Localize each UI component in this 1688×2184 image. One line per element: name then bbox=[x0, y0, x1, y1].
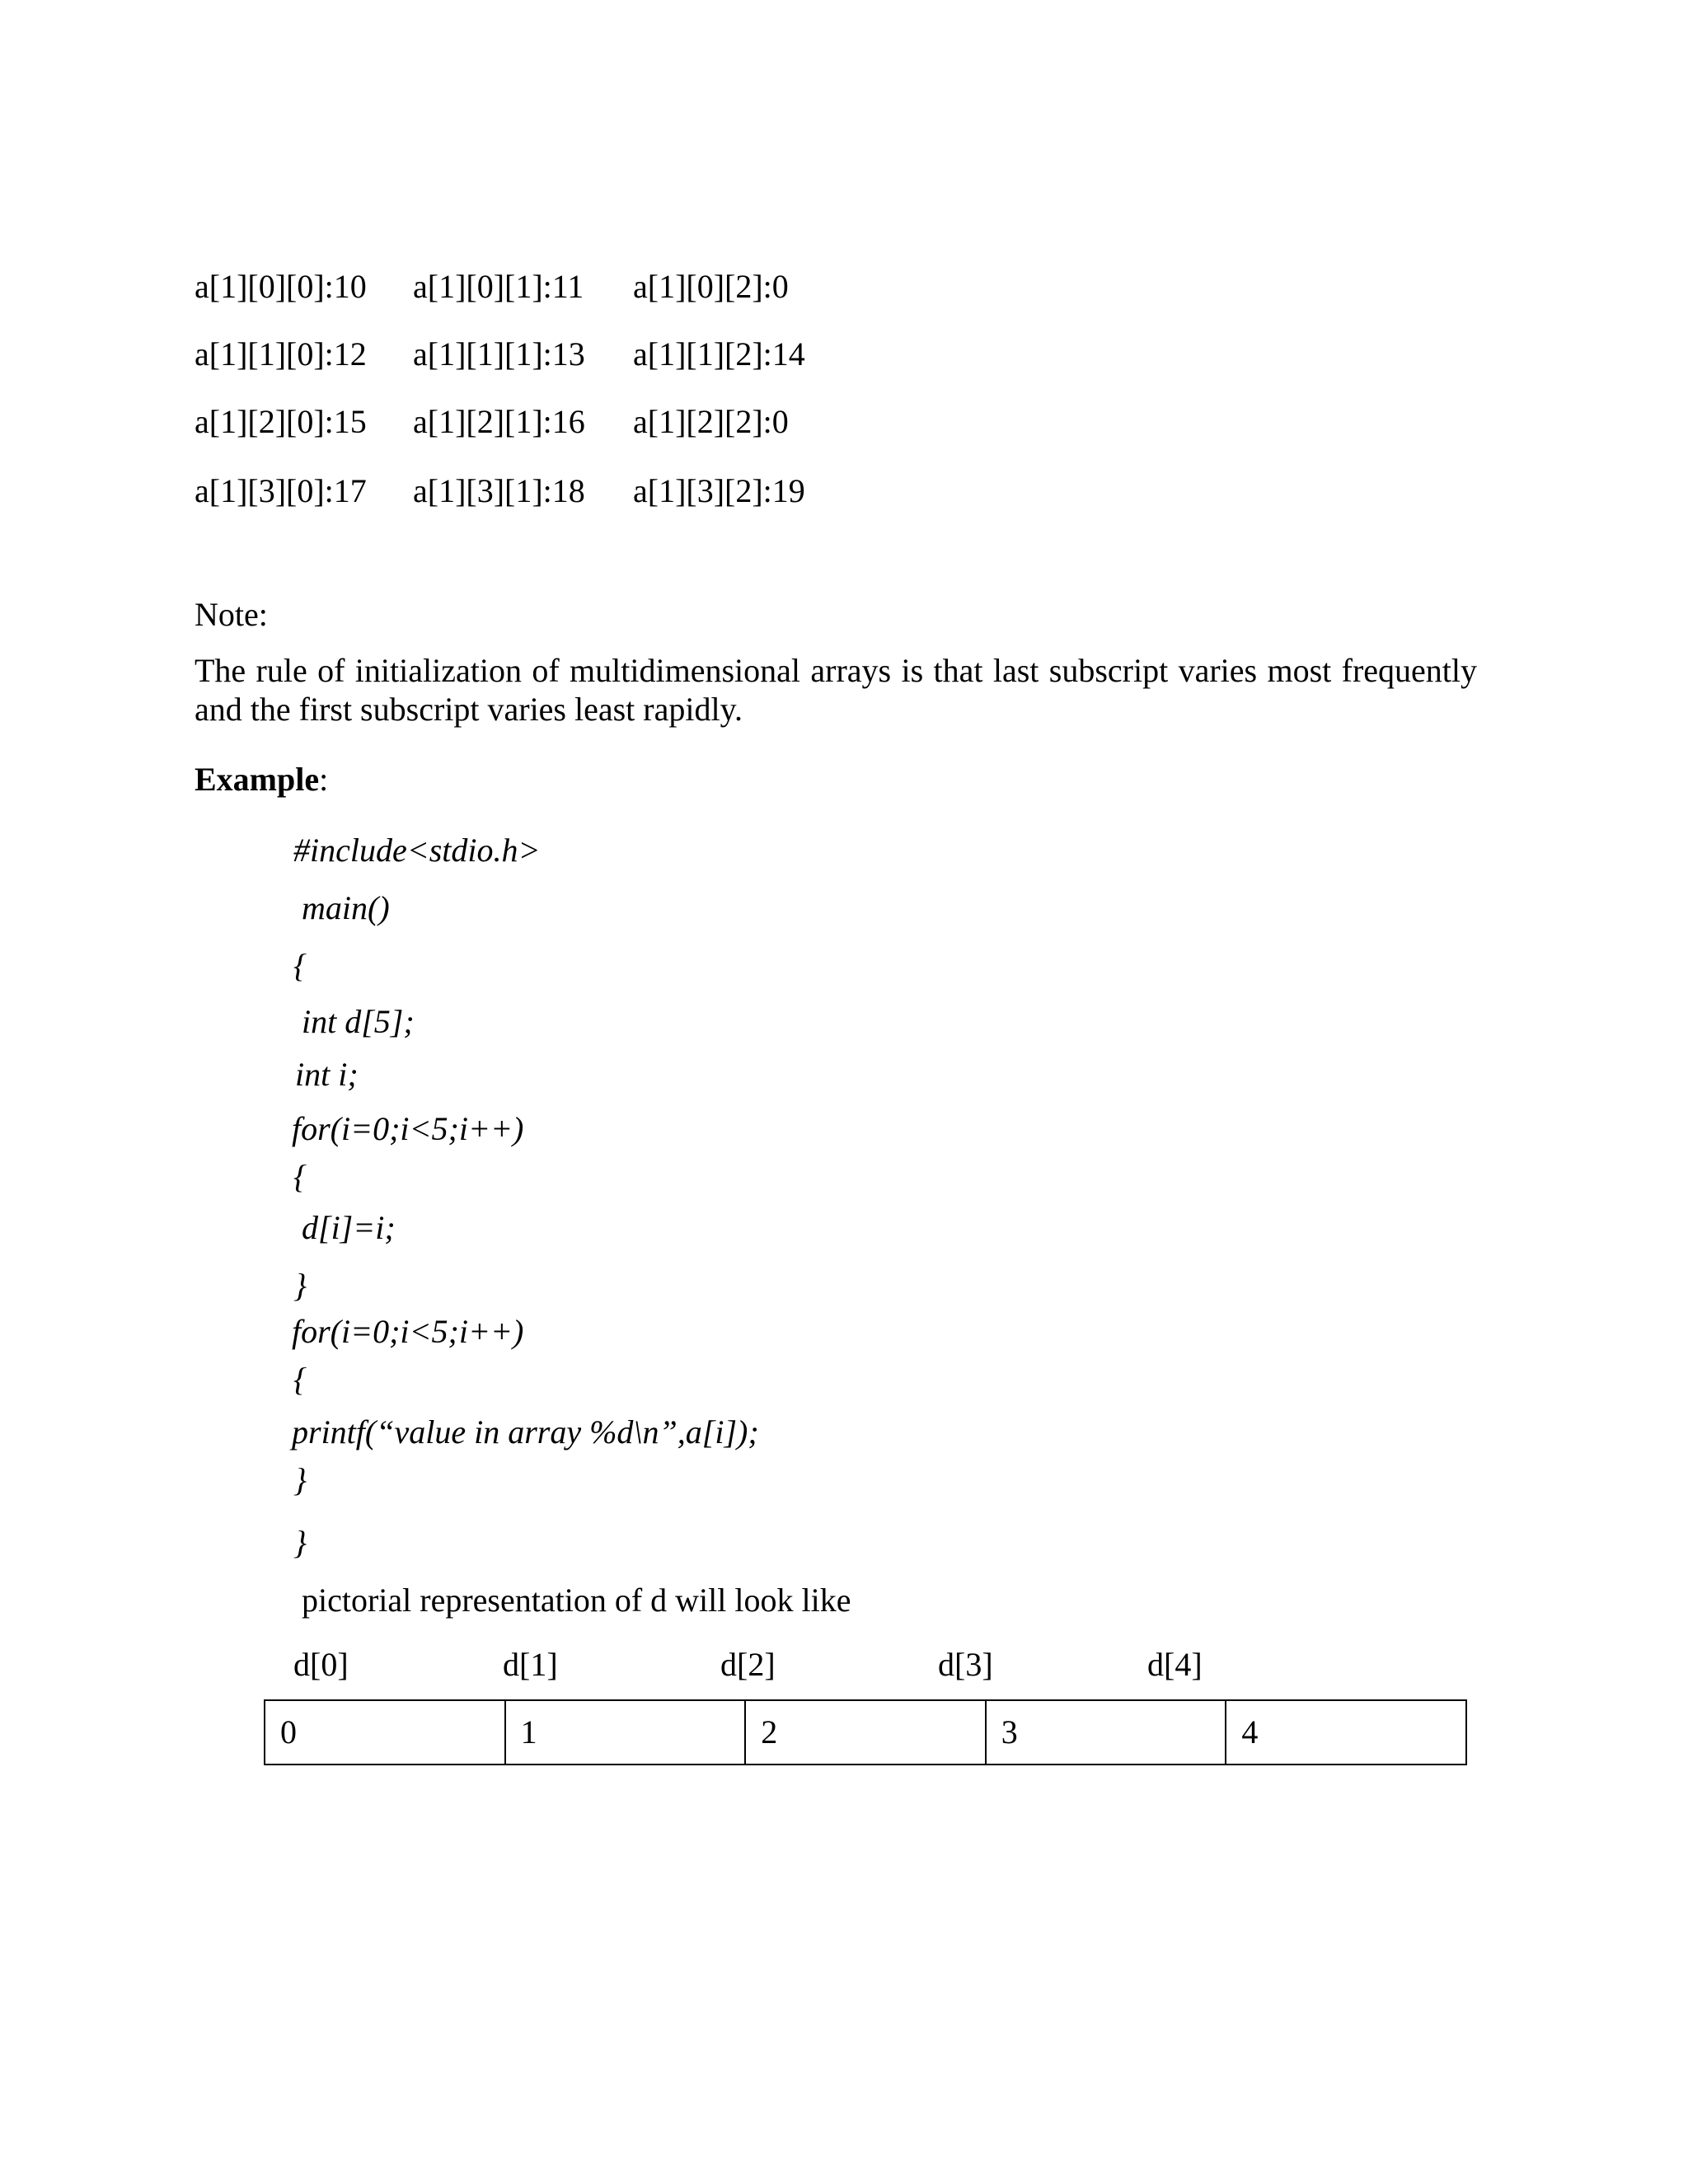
value-cell: a[1][3][2]:19 bbox=[633, 472, 805, 509]
code-line: int i; bbox=[295, 1056, 359, 1093]
array-index-label: d[4] bbox=[1147, 1646, 1203, 1683]
value-cell: a[1][1][1]:13 bbox=[413, 335, 585, 373]
code-line: { bbox=[293, 947, 307, 984]
code-line: main() bbox=[302, 889, 390, 926]
value-cell: a[1][3][1]:18 bbox=[413, 472, 585, 509]
value-cell: a[1][0][0]:10 bbox=[195, 268, 367, 305]
array-index-label: d[0] bbox=[293, 1646, 349, 1683]
code-line: for(i=0;i<5;i++) bbox=[292, 1313, 524, 1350]
value-cell: a[1][0][1]:11 bbox=[413, 268, 584, 305]
value-cell: a[1][1][0]:12 bbox=[195, 335, 367, 373]
code-line: { bbox=[293, 1361, 307, 1398]
array-caption: pictorial representation of d will look like bbox=[302, 1582, 851, 1619]
code-line: } bbox=[293, 1461, 307, 1498]
value-cell: a[1][2][1]:16 bbox=[413, 403, 585, 440]
array-index-label: d[2] bbox=[720, 1646, 776, 1683]
code-line: int d[5]; bbox=[302, 1003, 415, 1040]
example-heading-colon: : bbox=[319, 761, 329, 798]
array-index-label: d[3] bbox=[938, 1646, 993, 1683]
value-cell: a[1][3][0]:17 bbox=[195, 472, 367, 509]
value-cell: a[1][0][2]:0 bbox=[633, 268, 789, 305]
array-diagram bbox=[264, 1699, 1467, 1765]
note-paragraph: The rule of initialization of multidimensional arrays is that last subscript varies most frequently and the first subscript varies least rapidly. bbox=[195, 652, 1477, 728]
code-line: d[i]=i; bbox=[302, 1209, 396, 1246]
code-line: printf(“value in array %d\n”,a[i]); bbox=[292, 1413, 759, 1451]
value-cell: a[1][2][0]:15 bbox=[195, 403, 367, 440]
code-line: } bbox=[293, 1524, 307, 1561]
array-cell: 3 bbox=[987, 1701, 1227, 1764]
array-cell: 1 bbox=[506, 1701, 747, 1764]
example-heading bbox=[195, 760, 328, 799]
note-label: Note: bbox=[195, 596, 268, 633]
array-cell: 4 bbox=[1241, 1713, 1259, 1750]
array-cell: 2 bbox=[746, 1701, 987, 1764]
value-cell: a[1][2][2]:0 bbox=[633, 403, 789, 440]
array-index-label: d[1] bbox=[503, 1646, 558, 1683]
code-line: { bbox=[293, 1158, 307, 1195]
array-cell: 0 bbox=[265, 1701, 506, 1764]
code-line: for(i=0;i<5;i++) bbox=[292, 1110, 524, 1147]
example-heading-text: Example bbox=[195, 761, 320, 798]
code-line: #include<stdio.h> bbox=[293, 832, 541, 869]
code-line: } bbox=[293, 1267, 307, 1304]
value-cell: a[1][1][2]:14 bbox=[633, 335, 805, 373]
